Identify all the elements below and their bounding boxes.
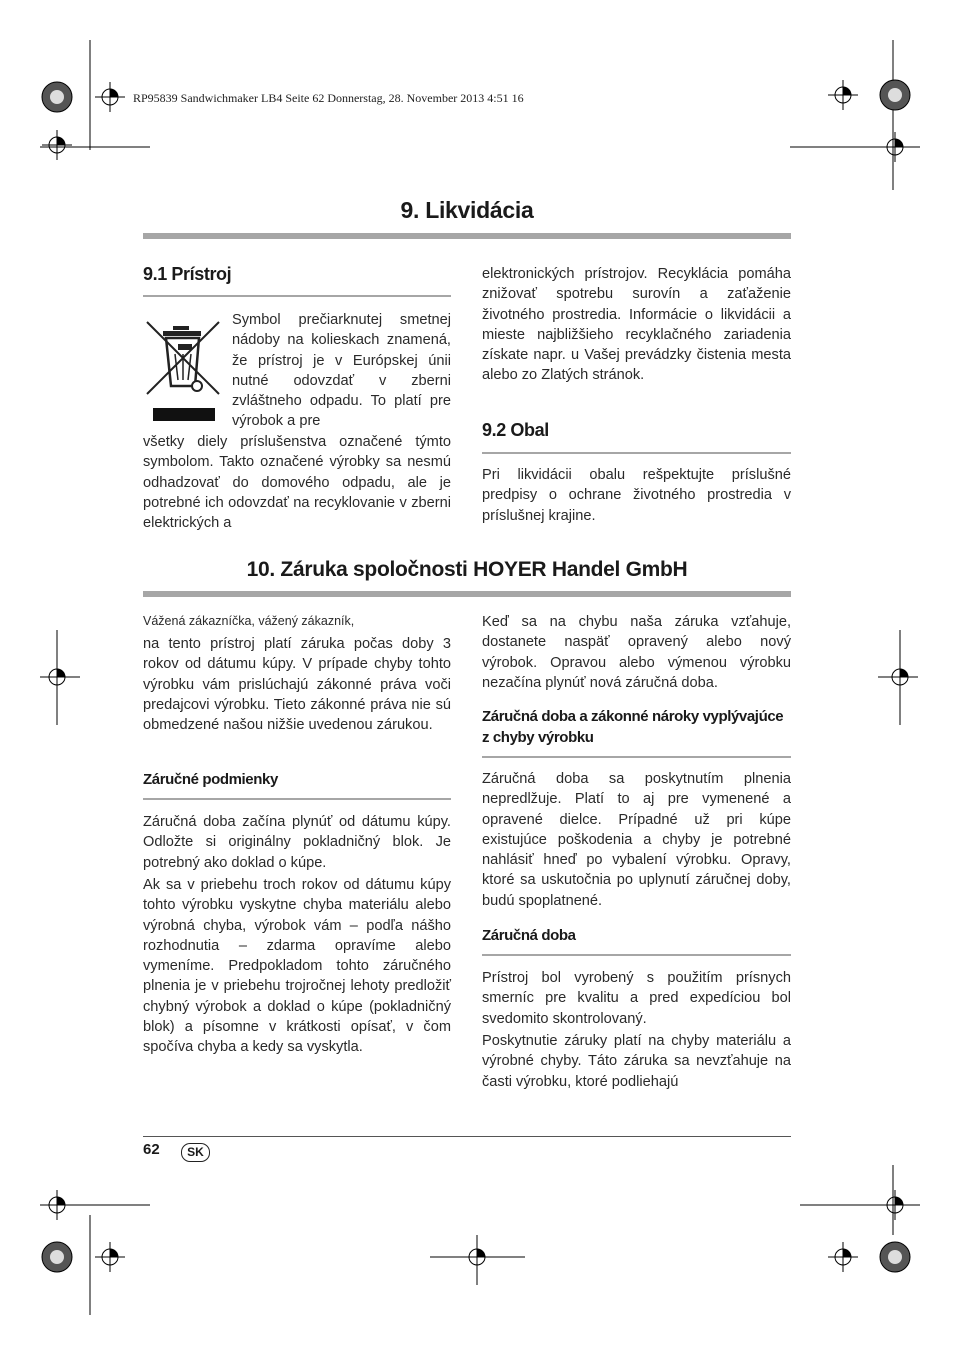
registration-mark-bottom-left	[40, 1165, 190, 1315]
section-9-1-title: 9.1 Prístroj	[143, 264, 232, 284]
warranty-conditions-title: Záručné podmienky	[143, 771, 278, 788]
section-9-1-text-continued: elektronických prístrojov. Recyklácia pomáha znižovať spotrebu surovín a zaťaženie životného prostredia. Informácie o likvidácii a mieste najbližšieho recyklačného zariadenia získate napr. u Vašej prevádzky čistenia mesta alebo zo Zlatých stránok.	[482, 266, 791, 384]
section-9-title: 9. Likvidácia	[400, 197, 534, 223]
section-9-2-text: Pri likvidácii obalu rešpektujte príslušné predpisy o ochrane životného prostredia v príslušnej krajine.	[482, 467, 791, 524]
section-9-title-bar	[143, 233, 791, 239]
section-10-title-bar	[143, 591, 791, 597]
warranty-claims-title: Záručná doba a zákonné nároky vyplývajúce z chyby výrobku	[482, 708, 784, 746]
crosshair-icon	[95, 82, 125, 112]
warranty-intro: na tento prístroj platí záruka počas doby 3 rokov od dátumu kúpy. V prípade chyby tohto výrobku vám prislúchajú zákonné práva voči predajcovi výrobku. Tieto zákonné práva nie sú obmedzené našou nižšie uvedenou zárukou.	[143, 636, 451, 734]
registration-mark-top-right	[790, 40, 920, 190]
warranty-conditions-rule	[143, 798, 451, 800]
warranty-period-p1: Prístroj bol vyrobený s použitím prísnych smerníc pre kvalitu a pred expedíciou bol svedomito skontrolovaný.	[482, 970, 791, 1027]
crosshair-icon	[95, 1242, 125, 1272]
crosshair-icon	[42, 1190, 72, 1220]
crossed-out-wheelie-bin-icon	[143, 316, 223, 424]
salutation: Vážená zákazníčka, vážený zákazník,	[143, 614, 355, 628]
section-9-2-rule	[482, 452, 791, 454]
warranty-right-p1: Keď sa na chybu naša záruka vzťahuje, dostanete naspäť opravený alebo nový výrobok. Opravou alebo výmenou výrobku nezačína plynúť nová záručná doba.	[482, 614, 791, 691]
crosshair-icon	[880, 1190, 910, 1220]
section-10-title: 10. Záruka spoločnosti HOYER Handel GmbH	[246, 558, 688, 581]
section-9-1-text-beside-icon: Symbol prečiarknutej smetnej nádoby na kolieskach znamená, že prístroj je v Európskej únii nutné odovzdať v zberni zvláštneho odpadu. To platí pre výrobok a pre	[232, 312, 451, 430]
page-number: 62	[143, 1141, 160, 1158]
registration-mark-right-middle	[878, 630, 918, 725]
section-9-1-rule	[143, 295, 451, 297]
crosshair-icon	[828, 1242, 858, 1272]
color-wheel-icon	[880, 80, 910, 110]
registration-mark-top-left	[40, 40, 190, 190]
warranty-claims-rule	[482, 756, 791, 758]
registration-mark-left-middle	[40, 630, 80, 725]
registration-mark-bottom-center	[430, 1235, 525, 1285]
section-9-1-text-below-icon: všetky diely príslušenstva označené týmto symbolom. Takto označené výrobky sa nesmú odhadzovať do domového odpadu, ale je potrebné ich odovzdať na recyklovanie v zberni elektrických a	[143, 434, 451, 532]
color-wheel-icon	[42, 1242, 72, 1272]
warranty-claims-text: Záručná doba sa poskytnutím plnenia nepredlžuje. Platí to aj pre vymenené a opravené dielce. Prípadné už pri kúpe existujúce poškodenia a chyby je potrebné nahlásiť hneď po vybalení výrobku. Opravy, ktoré sa uskutočnia po uplynutí záručnej doby, budú spoplatnené.	[482, 771, 791, 909]
color-wheel-icon	[42, 82, 72, 112]
section-9-2-title: 9.2 Obal	[482, 420, 549, 440]
crosshair-icon	[880, 132, 910, 162]
print-header: RP95839 Sandwichmaker LB4 Seite 62 Donnerstag, 28. November 2013 4:51 16	[133, 91, 524, 105]
registration-mark-bottom-right	[790, 1165, 920, 1315]
warranty-period-title: Záručná doba	[482, 927, 576, 944]
warranty-period-rule	[482, 954, 791, 956]
crosshair-icon	[828, 80, 858, 110]
warranty-conditions-p2: Ak sa v priebehu troch rokov od dátumu kúpy tohto výrobku vyskytne chyba materiálu alebo výrobná chyba, výrobok vám – podľa nášho rozhodnutia – zdarma opravíme alebo vymeníme. Predpokladom tohto záručného plnenia je v priebehu trojročnej lehoty predložiť chybný výrobok a doklad o kúpe (pokladničný blok) a písomne v krátkosti opísať, v čom spočíva chyba a kedy sa vyskytla.	[143, 877, 451, 1056]
warranty-conditions-p1: Záručná doba začína plynúť od dátumu kúpy. Odložte si originálny pokladničný blok. Je potrebný ako doklad o kúpe.	[143, 814, 451, 871]
footer-rule	[143, 1136, 791, 1137]
language-badge: SK	[181, 1143, 210, 1162]
crosshair-icon	[42, 130, 72, 160]
warranty-period-p2: Poskytnutie záruky platí na chyby materiálu a výrobné chyby. Táto záruka sa nevzťahuje na časti výrobku, ktoré podliehajú	[482, 1033, 791, 1090]
color-wheel-icon	[880, 1242, 910, 1272]
